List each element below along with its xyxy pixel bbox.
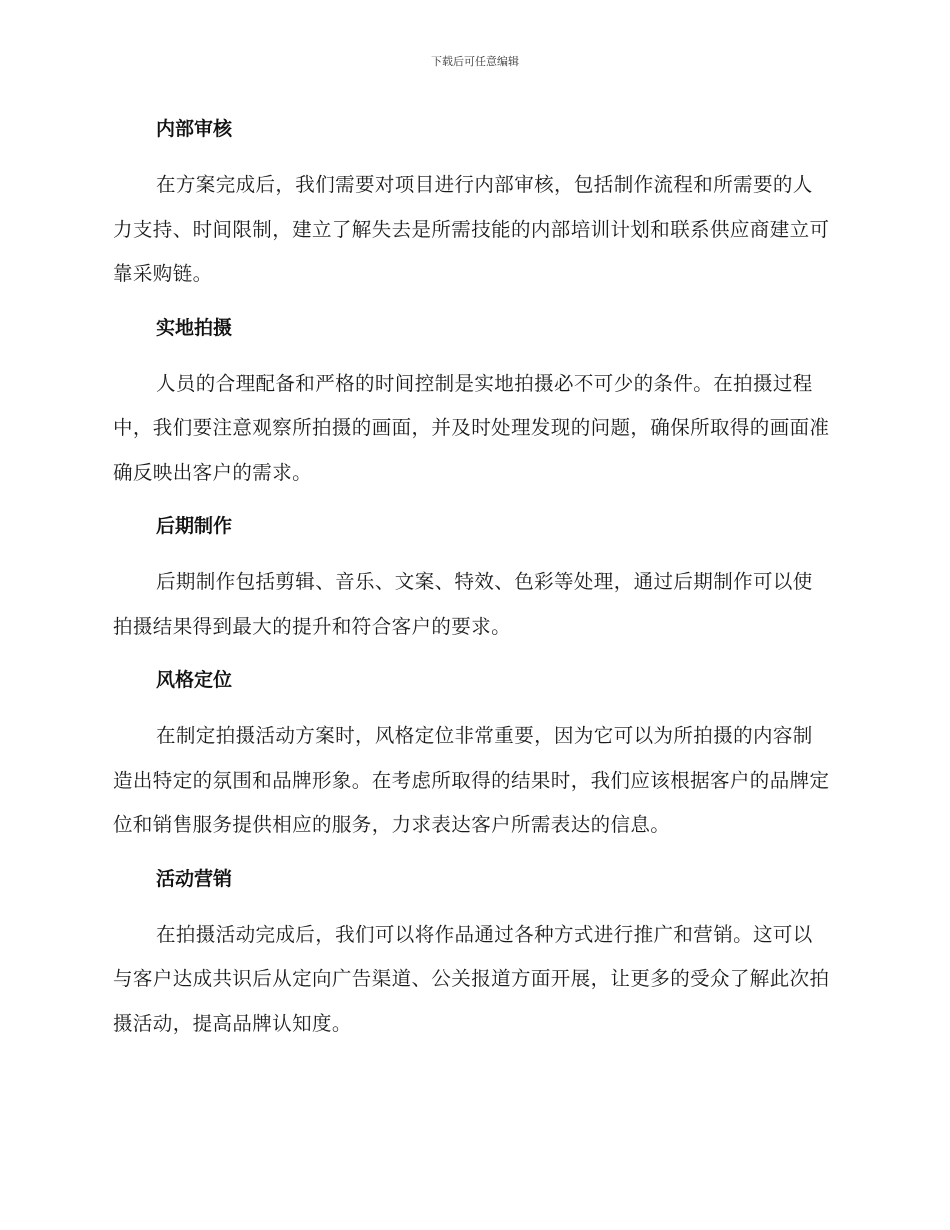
section-body: 在拍摄活动完成后，我们可以将作品通过各种方式进行推广和营销。这可以与客户达成共识后从定向广告渠道、公关报道方面开展，让更多的受众了解此次拍摄活动，提高品牌认知度。 bbox=[113, 922, 830, 1035]
section-title: 活动营销 bbox=[156, 867, 233, 890]
document-content bbox=[113, 112, 831, 1060]
section-body: 后期制作包括剪辑、音乐、文案、特效、色彩等处理，通过后期制作可以使拍摄结果得到最大的提升和符合客户的要求。 bbox=[113, 570, 813, 638]
section-body: 人员的合理配备和严格的时间控制是实地拍摄必不可少的条件。在拍摄过程中，我们要注意观察所拍摄的画面，并及时处理发现的问题，确保所取得的画面准确反映出客户的需求。 bbox=[113, 371, 830, 484]
section-body: 在方案完成后，我们需要对项目进行内部审核，包括制作流程和所需要的人力支持、时间限制，建立了解失去是所需技能的内部培训计划和联系供应商建立可靠采购链。 bbox=[113, 173, 830, 285]
section-style-positioning bbox=[113, 663, 831, 848]
section-title: 实地拍摄 bbox=[156, 316, 233, 339]
section-title: 后期制作 bbox=[156, 515, 233, 537]
section-body: 在制定拍摄活动方案时，风格定位非常重要，因为它可以为所拍摄的内容制造出特定的氛围和品牌形象。在考虑所取得的结果时，我们应该根据客户的品牌定位和销售服务提供相应的服务，力求表达客户所需表达的信息。 bbox=[113, 724, 830, 836]
section-internal-review bbox=[113, 112, 831, 297]
section-title: 内部审核 bbox=[156, 118, 233, 140]
section-field-shooting bbox=[113, 311, 831, 496]
section-post-production bbox=[113, 509, 831, 649]
section-event-marketing bbox=[113, 862, 831, 1047]
section-title: 风格定位 bbox=[156, 669, 233, 691]
header-note: 下载后可任意编辑 bbox=[431, 55, 519, 68]
